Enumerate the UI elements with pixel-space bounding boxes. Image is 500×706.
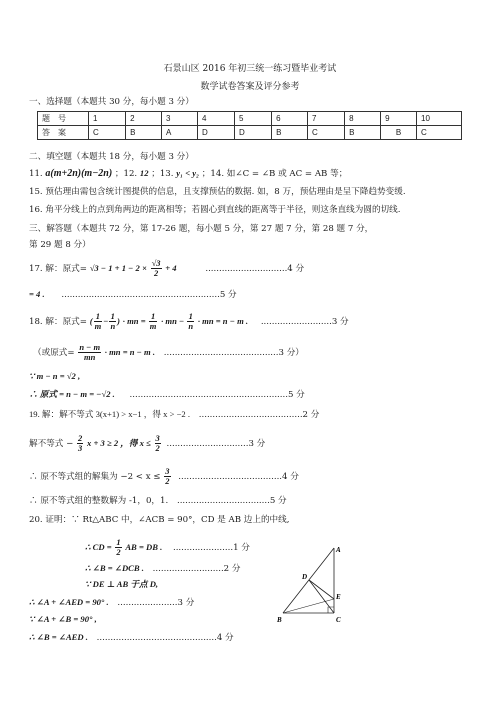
q20-line3: ∴ ∠B = ∠DCB . ..........................2 分	[85, 563, 241, 574]
answer-line-15: 15. 预估理由需包含统计图提供的信息，且支撑预估的数据. 如，8 万，预估理由是呈下降趋势变缓.	[29, 187, 406, 197]
section-choice-heading: 一、选择题（本题共 30 分，每小题 3 分）	[29, 97, 194, 107]
answer-table	[37, 111, 462, 140]
q18-score-final: ..........................................................5 分	[129, 390, 305, 400]
q13-expression: y₁ < y₂	[176, 168, 200, 178]
q20-score-3: ..........................2 分	[152, 564, 241, 574]
q19-line3: ∴ 原不等式组的解集为 −2 < x ≤ $\frac{3}{2}$ ......................................4 分	[29, 466, 299, 486]
table-cell: 3	[162, 112, 198, 126]
table-cell: C	[308, 126, 345, 140]
answer-line-11-14	[29, 169, 347, 179]
q19-score-1: ......................................2 分	[198, 410, 320, 420]
table-header-cell: 答 案	[38, 126, 89, 140]
q11-expression: a(m+2n)(m−2n)	[45, 168, 113, 179]
table-cell: 5	[235, 112, 272, 126]
table-cell: B	[126, 126, 162, 140]
q19-score-3: ......................................4 分	[178, 471, 299, 482]
q12-value: 12	[139, 168, 149, 178]
table-cell: C	[89, 126, 126, 140]
q18-score: ..........................3 分	[260, 316, 349, 327]
page-title: 石景山区 2016 年初三统一练习暨毕业考试	[163, 64, 337, 74]
table-cell: 2	[126, 112, 162, 126]
q18-given-line: ∵ m − n = √2 ,	[29, 371, 81, 381]
answer-line-16: 16. 角平分线上的点到角两边的距离相等；若圆心到直线的距离等于半径，则这条直线为圆的切线.	[29, 205, 401, 215]
q20-score-2: ......................1 分	[172, 542, 250, 553]
table-row-answers	[38, 126, 462, 140]
q19-score-2: ..............................3 分	[166, 438, 266, 449]
q18-label: 18. 解：原式=	[29, 316, 87, 327]
q18-alt-score: ..........................................3 分）	[163, 347, 304, 358]
q20-line4: ∵ DE ⊥ AB 于点 D,	[85, 579, 159, 589]
table-cell: D	[235, 126, 272, 140]
q19-line1: 19. 解：解不等式 3(x+1) > x−1 ，得 x > −2 . ......................................2 分	[29, 409, 320, 420]
vertex-label-C: C	[336, 616, 341, 624]
table-cell: B	[381, 126, 417, 140]
q20-line7: ∴ ∠B = ∠AED . ............................................4 分	[29, 632, 234, 643]
q11-number: 11.	[29, 169, 43, 179]
q17-expression: √3 − 1 + 1 − 2 ×	[89, 262, 147, 273]
table-cell: B	[345, 126, 381, 140]
table-header-cell: 题 号	[38, 112, 89, 126]
section-solve-heading-cont: 第 29 题 8 分）	[29, 240, 91, 250]
segment-BE	[283, 599, 334, 613]
table-cell: D	[197, 126, 234, 140]
point-label-D: D	[302, 573, 308, 581]
q20-line2: ∴ CD = $\frac{1}{2}$ AB = DB . ......................1 分	[85, 537, 250, 557]
q20-score-5: ......................3 分	[117, 598, 195, 608]
page-subtitle: 数学试卷答案及评分参考	[200, 82, 300, 92]
table-cell: 4	[197, 112, 234, 126]
table-row-numbers	[38, 112, 462, 126]
table-cell: 8	[345, 112, 381, 126]
q17-result-line	[29, 290, 237, 300]
q20-line5: ∴ ∠A + ∠AED = 90° . ......................3 分	[29, 597, 195, 608]
q17-label: 17. 解：原式=	[29, 263, 87, 274]
triangle-figure	[268, 537, 358, 627]
q19-line4: ∴ 原不等式组的整数解为 -1，0，1. ..................................5 分	[29, 496, 287, 506]
q18-line: 18. 解：原式= ( $\frac{1}{m}$ − $\frac{1}{n}$ ) · mn = $\frac{1}{m}$ · mn − $\frac{1}{n}$ · mn = n − m . ..........................3 分	[29, 311, 349, 331]
table-cell: 10	[417, 112, 462, 126]
q18-alt-label: （或原式=	[33, 347, 75, 358]
q17-line	[29, 259, 304, 278]
vertex-label-A: A	[336, 546, 341, 554]
q19-score-4: ..................................5 分	[176, 496, 287, 506]
table-cell: 7	[308, 112, 345, 126]
point-label-E: E	[336, 593, 341, 601]
table-cell: 9	[381, 112, 417, 126]
q17-score: ..............................4 分	[205, 263, 305, 274]
table-cell: 1	[89, 112, 126, 126]
q20-line1: 20. 证明：∵ Rt△ABC 中，∠ACB = 90°，CD 是 AB 边上的中线,	[29, 515, 290, 525]
q12-number: ；12.	[114, 169, 138, 179]
section-solve-heading: 三、解答题（本题共 72 分，第 17-26 题，每小题 5 分，第 27 题 7 分，第 28 题 7 分，	[29, 224, 374, 234]
q17-expression-end: + 4	[165, 262, 177, 273]
q17-result: = 4 .	[29, 289, 45, 299]
table-cell: B	[272, 126, 308, 140]
q18-expression: · mn =	[122, 315, 148, 326]
table-cell: A	[162, 126, 198, 140]
q17-fraction: $\frac{√3}{2}$	[151, 258, 161, 278]
section-fill-heading: 二、填空题（本题共 18 分，每小题 3 分）	[29, 152, 194, 162]
q17-score-final: ..........................................................5 分	[61, 290, 237, 300]
q13-number: ；13.	[151, 169, 174, 179]
q19-line2: 解不等式 − $\frac{2}{3}$ x + 3 ≥ 2 ，得 x ≤ $\frac{3}{2}$ ..............................3 分	[29, 433, 266, 453]
q14-answer: ；14. 如∠C = ∠B 或 AC = AB 等；	[201, 169, 348, 179]
q18-alt-line: （或原式= $\frac{n - m}{mn}$ · mn = n − m . ..........................................3 分）	[33, 342, 304, 362]
vertex-label-B: B	[277, 616, 282, 624]
table-cell: C	[417, 126, 462, 140]
q20-score-7: ............................................4 分	[96, 633, 234, 643]
table-cell: 6	[272, 112, 308, 126]
q20-line6: ∵ ∠A + ∠B = 90° ,	[29, 614, 97, 624]
q18-final-line: ∴ 原式 = n − m = −√2 . ..........................................................5 分	[29, 389, 305, 400]
